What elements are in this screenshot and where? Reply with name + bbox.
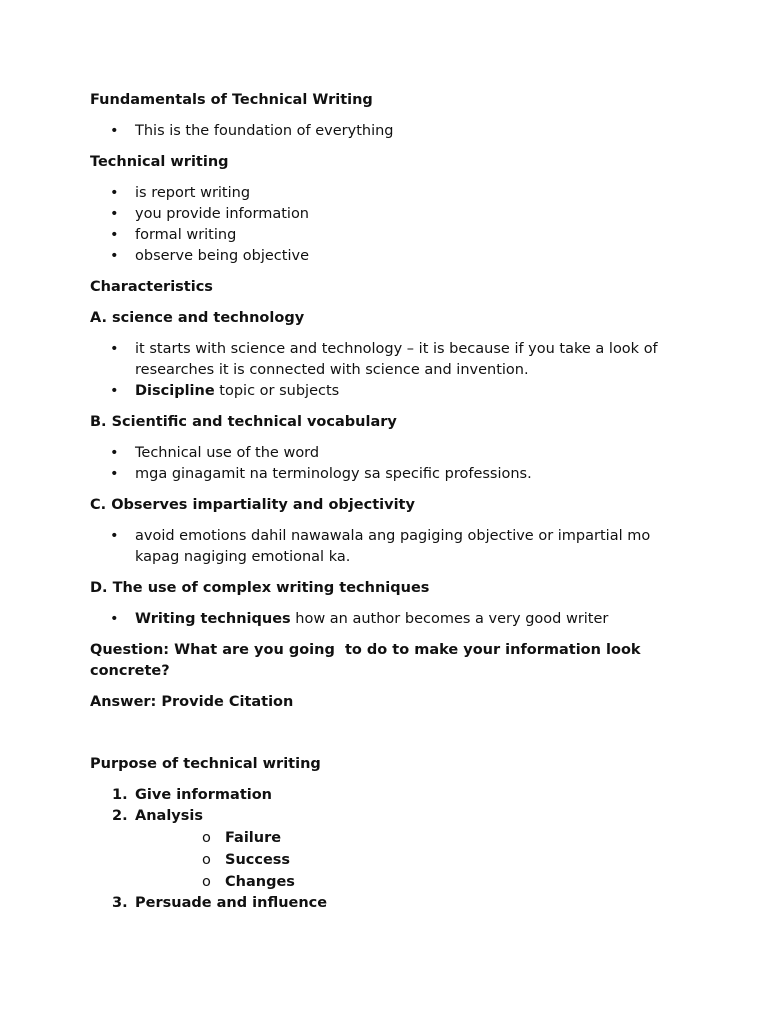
- list-item: • mga ginagamit na terminology sa specific professions.: [90, 464, 680, 485]
- bullet-icon: •: [110, 383, 119, 399]
- list-item: • observe being objective: [90, 246, 680, 267]
- section-b-list: [90, 443, 680, 485]
- section-heading-c: C. Observes impartiality and objectivity: [90, 497, 415, 513]
- sub-bullet-icon: o: [202, 852, 211, 868]
- list-item: • formal writing: [90, 225, 680, 246]
- list-item: • Writing techniques how an author becomes a very good writer: [90, 609, 680, 630]
- list-item: • This is the foundation of everything: [90, 121, 680, 142]
- list-item: 1. Give information: [90, 785, 680, 806]
- bullet-icon: •: [110, 611, 119, 627]
- list-item: • Technical use of the word: [90, 443, 680, 464]
- list-number: 3.: [112, 895, 128, 911]
- section-a-list: [90, 339, 680, 402]
- bullet-icon: •: [110, 248, 119, 264]
- question-text: Question: What are you going to do to make your information look concrete?: [90, 642, 646, 679]
- section-heading-characteristics: Characteristics: [90, 279, 213, 295]
- section-heading-a: A. science and technology: [90, 310, 305, 326]
- spacer: [90, 723, 680, 754]
- bullet-icon: •: [110, 206, 119, 222]
- section-heading-purpose: Purpose of technical writing: [90, 756, 321, 772]
- analysis-sublist: [135, 827, 680, 893]
- bullet-icon: •: [110, 445, 119, 461]
- technical-writing-list: [90, 183, 680, 267]
- sub-list-item: o Changes: [135, 871, 680, 893]
- bullet-icon: •: [110, 466, 119, 482]
- document-body: [90, 90, 680, 924]
- bullet-icon: •: [110, 341, 119, 357]
- section-d-list: [90, 609, 680, 630]
- sub-list-item: o Failure: [135, 827, 680, 849]
- bullet-icon: •: [110, 123, 119, 139]
- bold-term: Discipline: [135, 383, 215, 399]
- section-c-list: [90, 526, 680, 568]
- list-number: 1.: [112, 787, 128, 803]
- intro-list: [90, 121, 680, 142]
- section-heading-d: D. The use of complex writing techniques: [90, 580, 430, 596]
- sub-bullet-icon: o: [202, 874, 211, 890]
- list-item: • Discipline topic or subjects: [90, 381, 680, 402]
- bold-term: Writing techniques: [135, 611, 291, 627]
- section-heading-technical-writing: Technical writing: [90, 154, 229, 170]
- purpose-list: [90, 785, 680, 914]
- sub-bullet-icon: o: [202, 830, 211, 846]
- list-item: • is report writing: [90, 183, 680, 204]
- sub-list-item: o Success: [135, 849, 680, 871]
- bullet-icon: •: [110, 227, 119, 243]
- list-item: 3. Persuade and influence: [90, 893, 680, 914]
- list-item: • it starts with science and technology – it is because if you take a look of researches it is connected with science and invention.: [110, 341, 658, 378]
- bullet-icon: •: [110, 185, 119, 201]
- section-heading-b: B. Scientific and technical vocabulary: [90, 414, 397, 430]
- answer-text: Answer: Provide Citation: [90, 694, 294, 710]
- bullet-icon: •: [110, 528, 119, 544]
- list-item: 2. Analysis o Failure o Success o Changes: [90, 806, 680, 893]
- list-item: • avoid emotions dahil nawawala ang pagiging objective or impartial mo kapag nagiging emotional ka.: [110, 528, 651, 565]
- list-number: 2.: [112, 808, 128, 824]
- list-item: • you provide information: [90, 204, 680, 225]
- document-title: Fundamentals of Technical Writing: [90, 92, 373, 108]
